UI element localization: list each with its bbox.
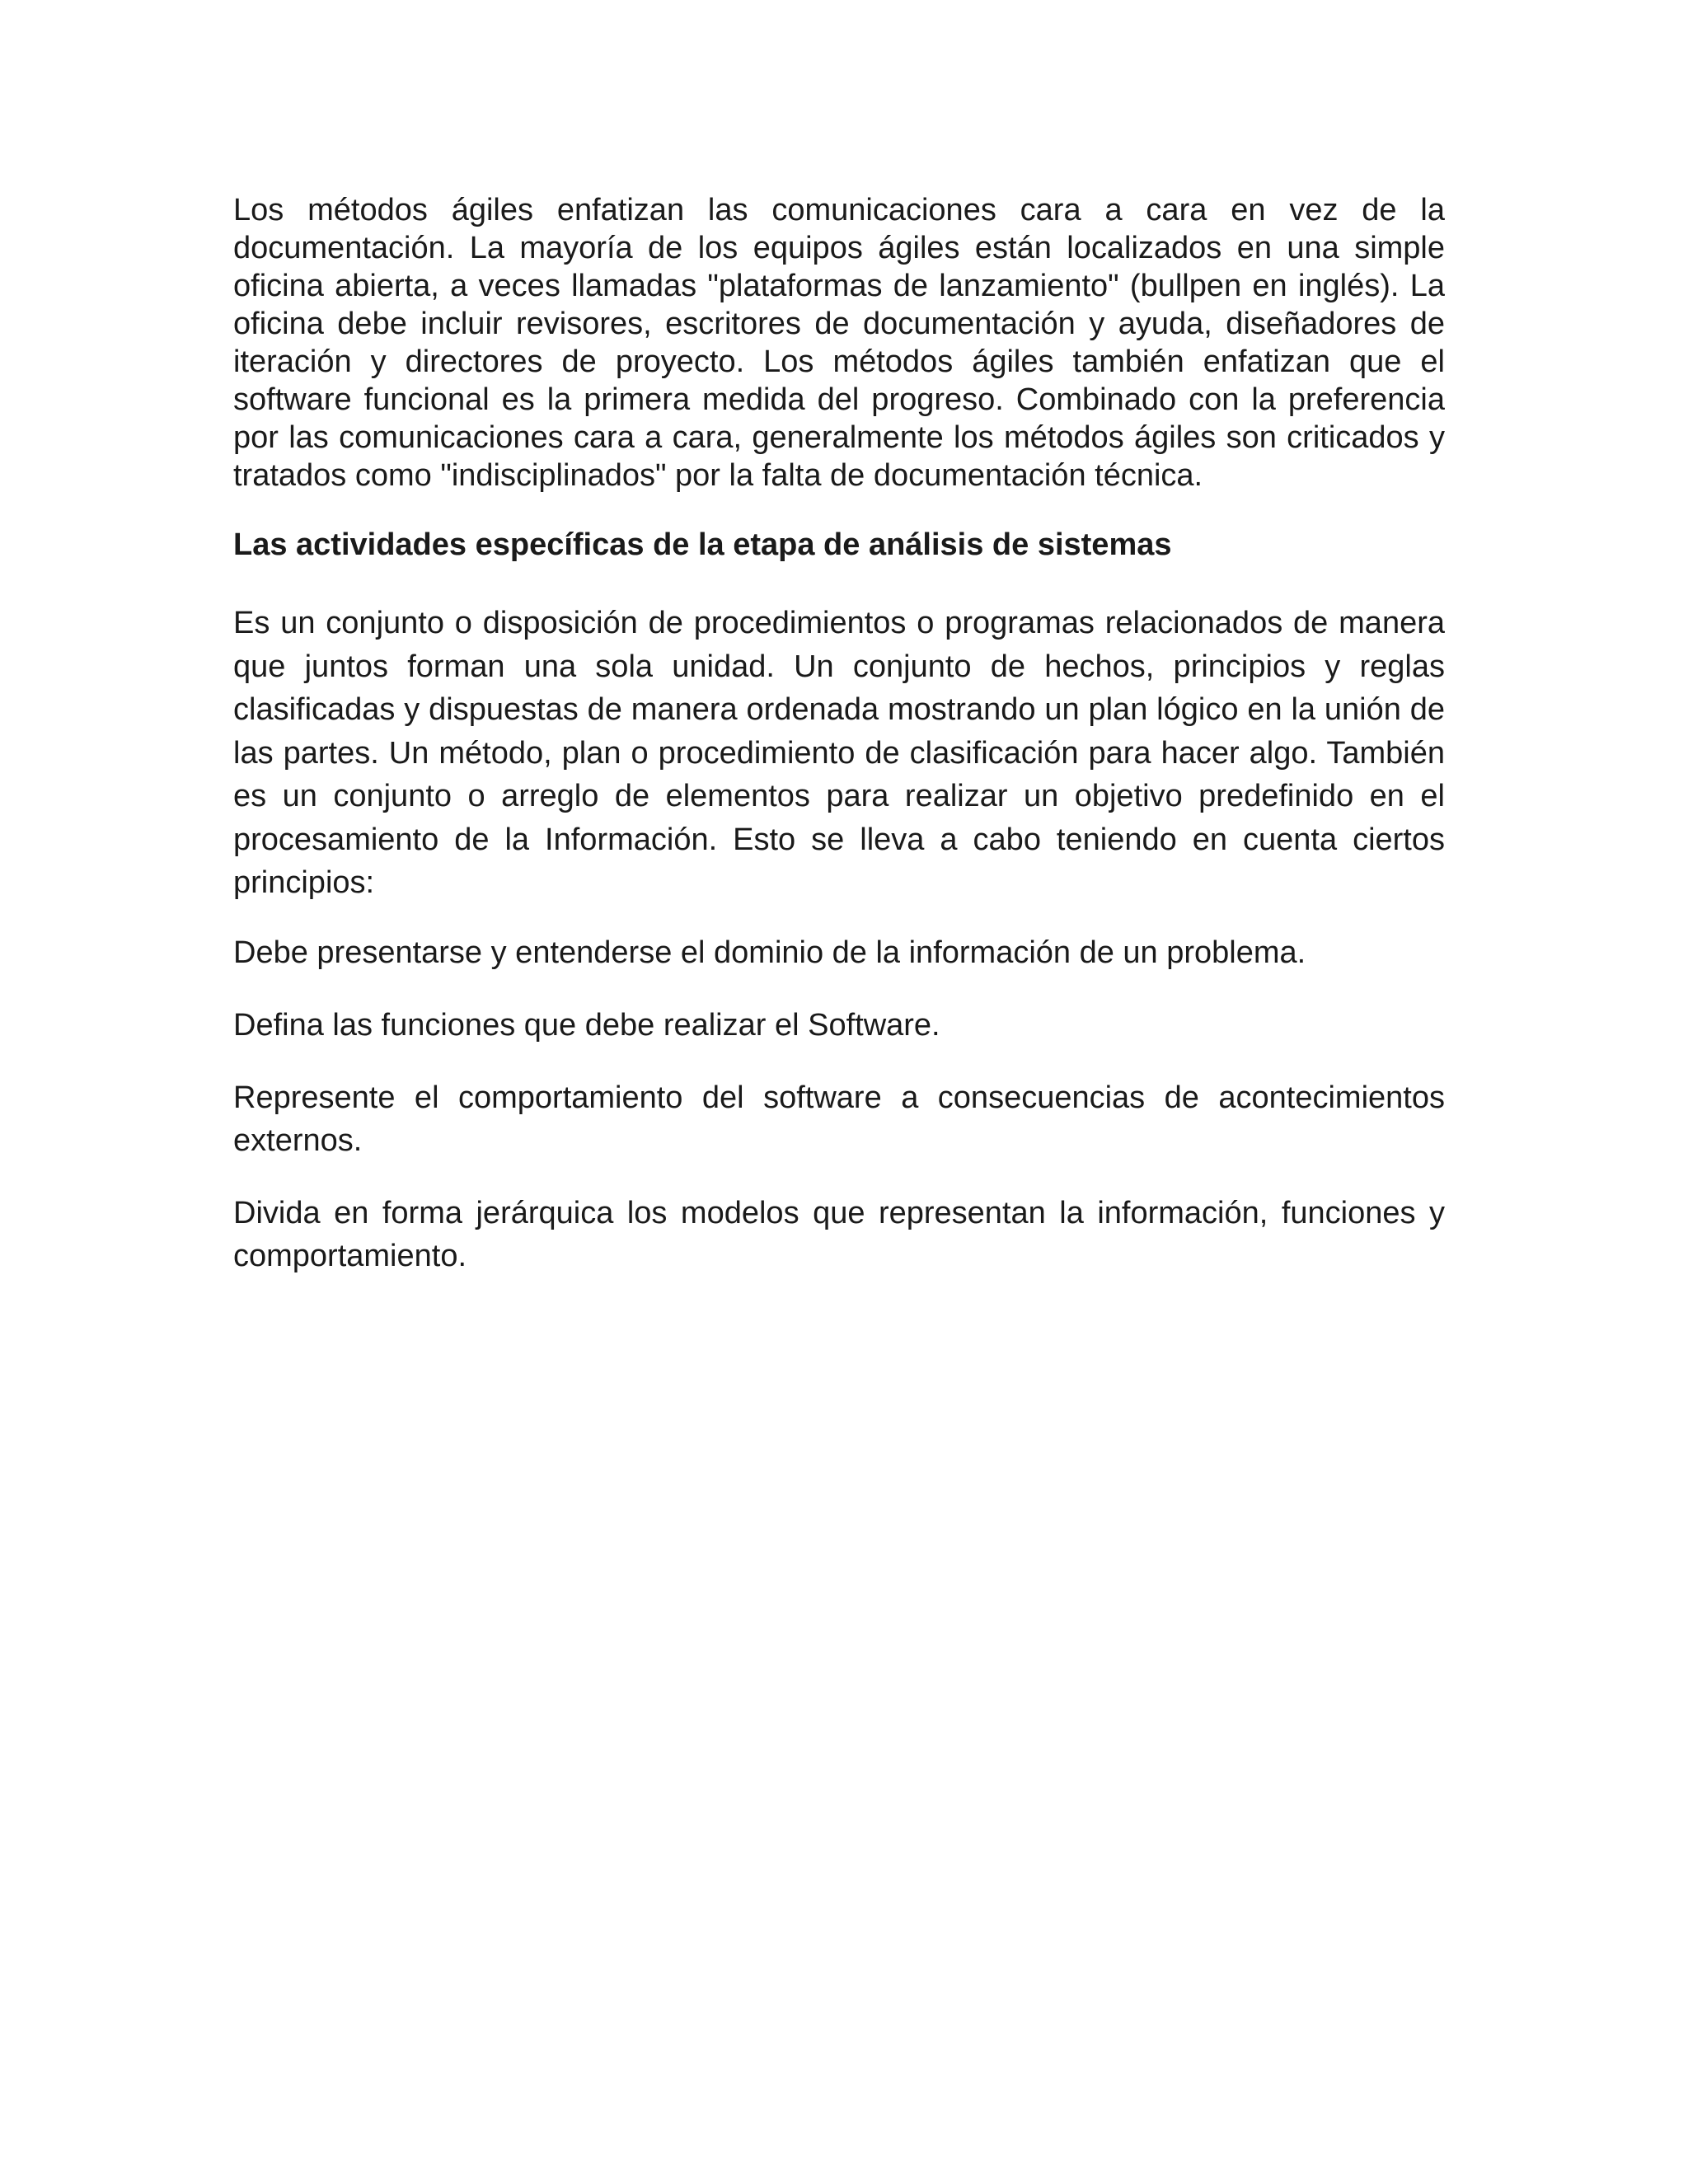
section-heading: Las actividades específicas de la etapa de análisis de sistemas <box>233 527 1172 562</box>
principle-3: Represente el comportamiento del software a consecuencias de acontecimientos externos. <box>233 1080 1445 1158</box>
principle-1: Debe presentarse y entenderse el dominio de la información de un problema. <box>233 935 1306 970</box>
principle-4: Divida en forma jerárquica los modelos que representan la información, funciones y comportamiento. <box>233 1195 1445 1273</box>
paragraph-agile-methods: Los métodos ágiles enfatizan las comunicaciones cara a cara en vez de la documentación. La mayoría de los equipos ágiles están localizados en una simple oficina abierta, a veces llamadas "plataformas de lanzamiento" (bullpen en inglés). La oficina debe incluir revisores, escritores de documentación y ayuda, diseñadores de iteración y directores de proyecto. Los métodos ágiles también enfatizan que el software funcional es la primera medida del progreso. Combinado con la preferencia por las comunicaciones cara a cara, generalmente los métodos ágiles son criticados y tratados como "indisciplinados" por la falta de documentación técnica. <box>233 193 1445 493</box>
paragraph-system-definition: Es un conjunto o disposición de procedimientos o programas relacionados de manera que juntos forman una sola unidad. Un conjunto de hechos, principios y reglas clasificadas y dispuestas de manera ordenada mostrando un plan lógico en la unión de las partes. Un método, plan o procedimiento de clasificación para hacer algo. También es un conjunto o arreglo de elementos para realizar un objetivo predefinido en el procesamiento de la Información. Esto se lleva a cabo teniendo en cuenta ciertos principios: <box>233 606 1445 900</box>
document-body <box>233 191 1445 1307</box>
principle-2: Defina las funciones que debe realizar el Software. <box>233 1007 940 1043</box>
